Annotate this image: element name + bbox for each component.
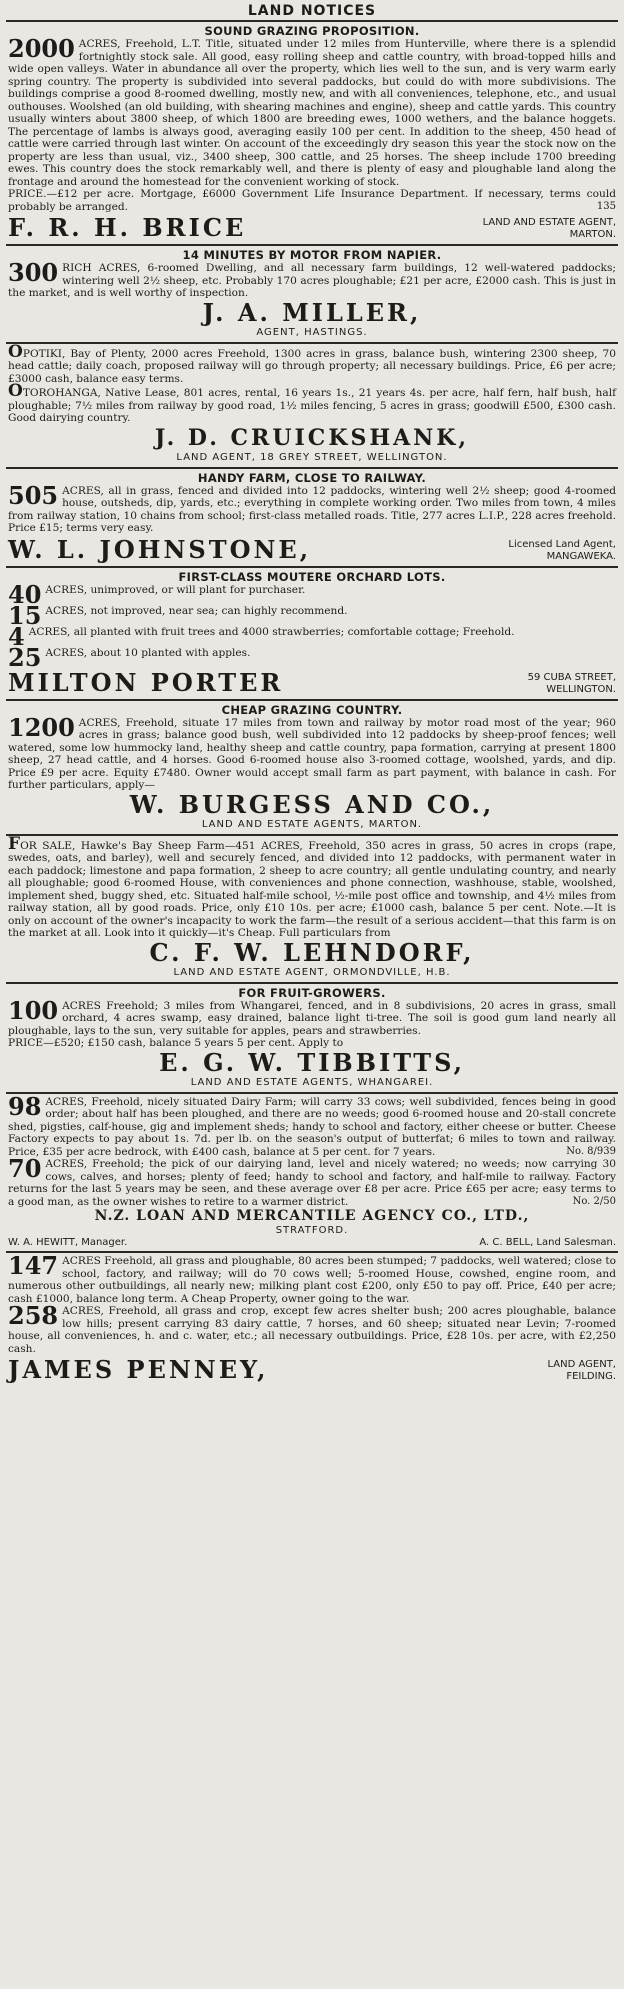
agent-address-line: LAND AGENT, bbox=[547, 1359, 616, 1370]
agent-name: C. F. W. LEHNDORF, bbox=[149, 937, 475, 967]
agent-address-line: LAND AND ESTATE AGENT, bbox=[482, 217, 616, 228]
lot-text: ACRES, Freehold; the pick of our dairying land, level and nicely watered; no weeds; now carrying 30 cows, calves, and horses; plenty of feed; handy to school and factory, and half-mile to railway. Factory returns for the last 5 years may be seen, and these average over £8 per acre. Price £65 per acre; easy terms to a good man, as the owner wishes to retire to a warmer district. bbox=[8, 1158, 616, 1208]
ad-hawkes-bay bbox=[6, 834, 618, 982]
agent-address-line: FEILDING. bbox=[566, 1371, 616, 1382]
ad-text: ACRES, Freehold, situate 17 miles from town and railway by motor road most of the year; 960 acres in grass; balance good bush, well subdivided into 12 paddocks by sheep-proof fences; well watered, some low hummocky land, healthy sheep and cattle country, papa formation, carrying at present 1800 sheep, 27 head cattle, and 4 horses. Good 6-roomed house also 3-roomed cottage, woolshed, yards, and dip. Price £9 per acre. Equity £7480. Owner would accept small farm as part payment, with balance in cash. For further particulars, apply— bbox=[8, 716, 616, 791]
agent-block bbox=[8, 215, 616, 241]
acreage-figure: 40 bbox=[8, 583, 42, 605]
agent-block bbox=[8, 1357, 616, 1383]
lot-text: ACRES, Freehold, nicely situated Dairy Farm; will carry 33 cows; well subdivided, fences being in good order; about half has been ploughed, and there are no weeds; good 6-roomed house and 20-stall concrete shed, pigsties, calf-house, gig and implement sheds; handy to school and factory, either cheese or butter. Cheese Factory expects to pay about 1s. 7d. per lb. on the season's output of butterfat; 6 miles to town and railway. Price, £35 per acre bedrock, with £400 cash, balance at 5 per cent. for 7 years. bbox=[8, 1095, 616, 1158]
lot-text: ACRES, about 10 planted with apples. bbox=[45, 646, 251, 659]
ad-body-otorohanga bbox=[8, 381, 616, 425]
agent-address bbox=[483, 217, 616, 241]
agent-address-line: WELLINGTON. bbox=[546, 683, 616, 695]
ad-text: ACRES, Freehold, L.T. Title, situated under 12 miles from Hunterville, where there is a splendid fortnightly stock sale. All good, easy rolling sheep and cattle country, with broad-topped hills and wide open valleys. Water in abundance all over the property, which lies well to the sun, and is very warm early spring country. The property is subdivided into several paddocks, but could do with more subdivisions. The buildings comprise a good 8-roomed dwelling, mostly new, and with all conveniences, telephone, etc., and usual outhouses. Woolshed (an old building, with shearing machines and engine), sheep and cattle yards. This country usually winters about 3800 sheep, of which 1800 are breeding ewes, 1000 wethers, and the balance hoggets. The percentage of lambs is always good, averaging easily 100 per cent. In addition to the sheep, 450 head of cattle were carried through last winter. On account of the exceedingly dry season this year the stock now on the property are less than usual, viz., 3400 sheep, 300 cattle, and 25 horses. The sheep include 1700 breeding ewes. This country does the stock remarkably well, and there is plenty of easy and ploughable land along the frontage and around the homestead for the convenient working of stock. bbox=[8, 38, 616, 188]
lot-text: ACRES, not improved, near sea; can highly recommend. bbox=[45, 604, 348, 617]
ad-handy-farm bbox=[6, 467, 618, 566]
ad-title: 14 MINUTES BY MOTOR FROM NAPIER. bbox=[182, 248, 442, 262]
ad-text: RICH ACRES, 6-roomed Dwelling, and all necessary farm buildings, 12 well-watered paddocks; wintering well 2½ sheep, etc. Probably 170 acres ploughable; £21 per acre, £2000 cash. This is just in the market, and is well worthy of inspection. bbox=[8, 262, 616, 299]
agent-name: N.Z. LOAN AND MERCANTILE AGENCY CO., LTD., bbox=[94, 1208, 530, 1224]
drop-cap: F bbox=[8, 833, 21, 854]
lot bbox=[8, 647, 616, 668]
newspaper-page bbox=[6, 0, 618, 1985]
price-text: PRICE.—£12 per acre. Mortgage, £6000 Government Life Insurance Department. If necessary, terms could probably be arranged. bbox=[8, 188, 616, 213]
drop-cap: O bbox=[8, 341, 23, 362]
lot bbox=[8, 1158, 616, 1208]
acreage-figure: 147 bbox=[8, 1255, 59, 1280]
lot-text: ACRES Freehold, all grass and ploughable, 80 acres been stumped; 7 paddocks, well watered; close to school, factory, and railway; will do 70 cows well; 5-roomed House, cowshed, engine room, and numerous other outbuildings, all nearly new; milking plant cost £200, only £50 to pay off. Price, £40 per acre; cash £1000, balance long term. A Cheap Property, owner going to the war. bbox=[8, 1255, 616, 1305]
agent-address: LAND AND ESTATE AGENTS, MARTON. bbox=[201, 818, 423, 830]
price-text: PRICE—£520; £150 cash, balance 5 years 5 per cent. Apply to bbox=[8, 1037, 344, 1049]
lot-ref: No. 2/50 bbox=[572, 1195, 616, 1207]
lot bbox=[8, 605, 616, 626]
lot-text: ACRES, all planted with fruit trees and 4000 strawberries; comfortable cottage; Freehold. bbox=[28, 625, 515, 638]
ad-text: POTIKI, Bay of Plenty, 2000 acres Freehold, 1300 acres in grass, balance bush, wintering 2300 sheep, 70 head cattle; daily coach, proposed railway will go through property; all necessary buildings. Price, £6 per acre; £3000 cash, balance easy terms. bbox=[8, 347, 616, 385]
ad-moutere-orchard bbox=[6, 566, 618, 699]
ad-body bbox=[8, 1000, 616, 1038]
acreage-figure: 2000 bbox=[8, 38, 75, 63]
salesman-name: A. C. BELL, Land Salesman. bbox=[479, 1237, 616, 1248]
ad-title: HANDY FARM, CLOSE TO RAILWAY. bbox=[197, 470, 427, 485]
ad-ref: 135 bbox=[596, 200, 616, 212]
agent-address: LAND AGENT, 18 GREY STREET, WELLINGTON. bbox=[176, 451, 448, 463]
ad-body bbox=[8, 833, 616, 940]
lot bbox=[8, 1305, 616, 1355]
lot-text: ACRES, Freehold, all grass and crop, except few acres shelter bush; 200 acres ploughable, balance low hills; present carrying 83 dairy cattle, 7 horses, and 60 sheep; situated near Levin; 7-roomed house, all conveniences, h. and c. water, etc.; all necessary outbuildings. Price, £28 10s. per acre, with £2,250 cash. bbox=[8, 1305, 616, 1355]
acreage-figure: 505 bbox=[8, 484, 59, 510]
agent-address: STRATFORD. bbox=[275, 1225, 349, 1236]
agent-name: W. BURGESS AND CO., bbox=[129, 789, 495, 819]
lot-text: ACRES, unimproved, or will plant for purchaser. bbox=[45, 583, 306, 596]
ad-price bbox=[8, 188, 616, 213]
agent-address bbox=[508, 539, 616, 563]
agent-address: AGENT, HASTINGS. bbox=[256, 326, 368, 338]
agent-address: LAND AND ESTATE AGENTS, WHANGAREI. bbox=[190, 1076, 434, 1088]
ad-title: FOR FRUIT-GROWERS. bbox=[238, 985, 386, 1000]
acreage-figure: 100 bbox=[8, 999, 59, 1025]
ad-fruit-growers bbox=[6, 982, 618, 1092]
ad-body bbox=[8, 262, 616, 300]
ad-cheap-grazing bbox=[6, 699, 618, 834]
acreage-figure: 1200 bbox=[8, 716, 75, 742]
ad-text: OR SALE, Hawke's Bay Sheep Farm—451 ACRES, Freehold, 350 acres in grass, 50 acres in crops (rape, swedes, oats, and barley), well and securely fenced, and divided into 12 paddocks, with permanent water in each paddock; limestone and papa formation, 2 sheep to acre country; all gentle undulating country, and nearly all ploughable; good 6-roomed House, with conveniences and phone connection, washhouse, stable, woolshed, implement shed, buggy shed, etc. Situated half-mile school, ½-mile post office and township, and 4½ miles from railway station, all by good roads. Price, only £10 10s. per acre; £1000 cash, balance 5 per cent. Note.—It is only on account of the owner's incapacity to work the farm—the result of a serious accident—that this farm is on the market at all. Look into it quickly—it's Cheap. Full particulars from bbox=[8, 839, 616, 939]
lot bbox=[8, 1096, 616, 1159]
ad-body-opotiki bbox=[8, 341, 616, 386]
acreage-figure: 15 bbox=[8, 604, 42, 626]
agent-address-line: 59 CUBA STREET, bbox=[527, 671, 616, 683]
page-header: LAND NOTICES bbox=[247, 3, 377, 19]
agent-block bbox=[8, 667, 616, 697]
lot bbox=[8, 584, 616, 605]
acreage-figure: 25 bbox=[8, 646, 42, 668]
manager-name: W. A. HEWITT, Manager. bbox=[8, 1237, 128, 1248]
ad-body bbox=[8, 485, 616, 535]
agent-address-line: MARTON. bbox=[569, 229, 616, 240]
agent-name: J. A. MILLER, bbox=[202, 297, 422, 327]
ad-title: FIRST-CLASS MOUTERE ORCHARD LOTS. bbox=[178, 569, 446, 584]
acreage-figure: 98 bbox=[8, 1095, 42, 1121]
ad-text: ACRES Freehold; 3 miles from Whangarei, fenced, and in 8 subdivisions, 20 acres in grass, small orchard, 4 acres swamp, easy drained, balance light ti-tree. The soil is good gum land nearly all ploughable, lays to the sun, very suitable for apples, pears and strawberries. bbox=[8, 999, 616, 1037]
agent-address bbox=[547, 1359, 616, 1383]
agent-name: F. R. H. BRICE bbox=[8, 213, 247, 242]
agent-name: E. G. W. TIBBITTS, bbox=[159, 1047, 465, 1077]
lot bbox=[8, 626, 616, 647]
agent-name: W. L. JOHNSTONE, bbox=[8, 534, 312, 564]
agent-address-line: Licensed Land Agent, bbox=[508, 538, 616, 550]
acreage-figure: 70 bbox=[8, 1158, 42, 1183]
ad-napier bbox=[6, 244, 618, 342]
ad-text: TOROHANGA, Native Lease, 801 acres, rental, 16 years 1s., 21 years 4s. per acre, half fern, half bush, half ploughable; 7½ miles from railway by good road, 1½ miles fencing, 5 acres in grass; goodwill £500, £300 cash. Good dairying country. bbox=[8, 387, 616, 424]
acreage-figure: 4 bbox=[8, 625, 25, 647]
agent-block bbox=[8, 534, 616, 564]
ad-text: ACRES, all in grass, fenced and divided into 12 paddocks, wintering well 2½ sheep; good 4-roomed house, outsheds, dip, yards, etc.; everything in complete working order. Two miles from town, 4 miles from railway station, 10 chains from school; first-class metalled roads. Title, 277 acres L.I.P., 228 acres freehold. Price £15; terms very easy. bbox=[8, 484, 616, 534]
agent-name: MILTON PORTER bbox=[8, 667, 284, 697]
agent-address-line: MANGAWEKA. bbox=[546, 550, 616, 562]
ad-title: SOUND GRAZING PROPOSITION. bbox=[204, 24, 420, 38]
ad-dairy-stratford bbox=[6, 1092, 618, 1252]
lot-ref: No. 8/939 bbox=[566, 1145, 616, 1157]
ad-feilding bbox=[6, 1251, 618, 1386]
agent-name: JAMES PENNEY, bbox=[8, 1355, 269, 1384]
acreage-figure: 258 bbox=[8, 1305, 59, 1330]
agent-address: LAND AND ESTATE AGENT, ORMONDVILLE, H.B. bbox=[173, 966, 451, 978]
lot bbox=[8, 1255, 616, 1305]
ad-title: CHEAP GRAZING COUNTRY. bbox=[221, 702, 403, 717]
ad-body bbox=[8, 38, 616, 188]
ad-opotiki bbox=[6, 342, 618, 467]
acreage-figure: 300 bbox=[8, 262, 59, 287]
agent-name: J. D. CRUICKSHANK, bbox=[154, 424, 470, 451]
agent-address bbox=[528, 672, 616, 696]
drop-cap: O bbox=[8, 381, 23, 401]
ad-body bbox=[8, 717, 616, 792]
staff-line bbox=[8, 1237, 616, 1248]
ad-grazing-hunterville bbox=[6, 20, 618, 244]
